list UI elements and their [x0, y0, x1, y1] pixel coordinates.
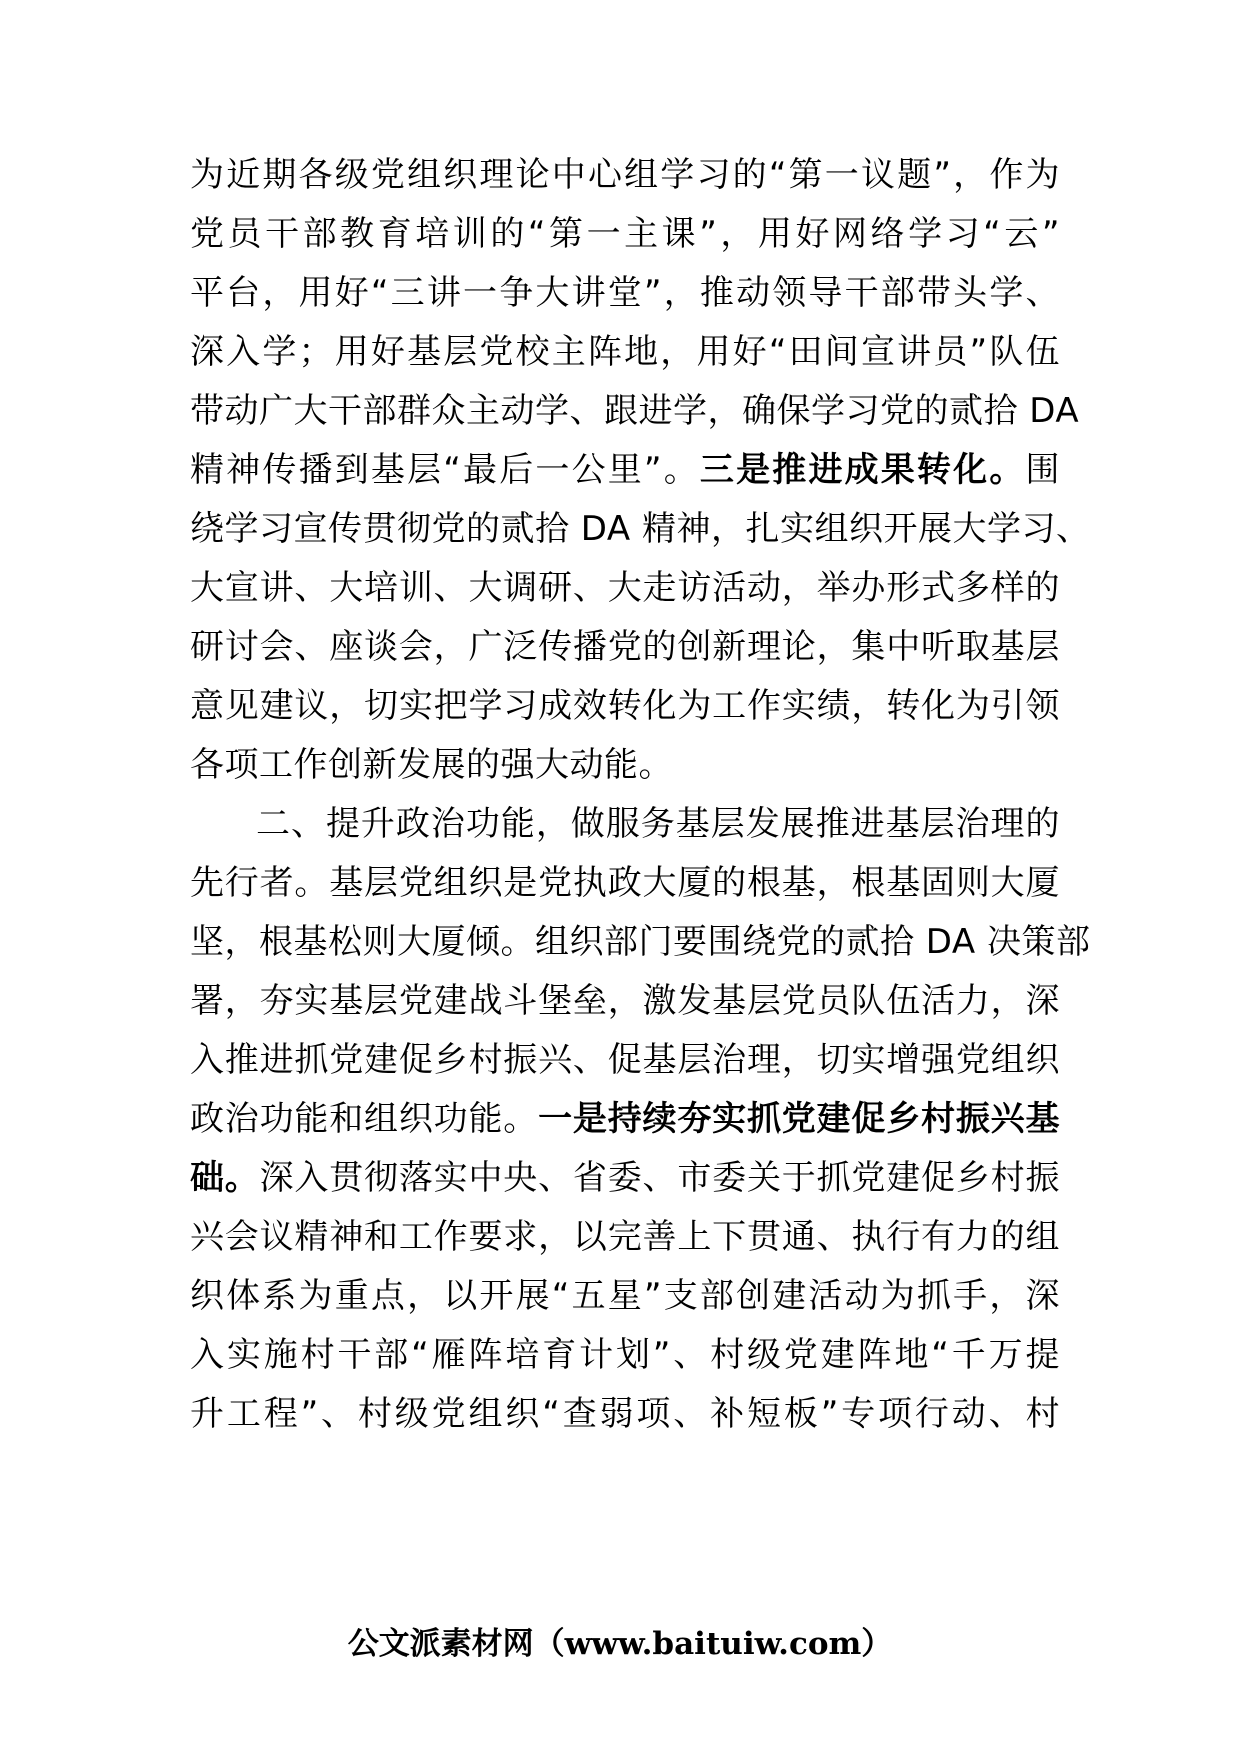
body-line-16: 入推进抓党建促乡村振兴、促基层治理，切实增强党组织	[190, 1040, 1060, 1080]
body-line-10: 意见建议，切实把学习成效转化为工作实绩，转化为引领	[190, 686, 1060, 726]
body-line-8: 大宣讲、大培训、大调研、大走访活动，举办形式多样的	[190, 568, 1060, 608]
body-line-13: 先行者。基层党组织是党执政大厦的根基，根基固则大厦	[190, 863, 1060, 903]
body-line-7: 绕学习宣传贯彻党的贰拾 DA 精神，扎实组织开展大学习、	[190, 509, 1091, 549]
body-line-15: 署，夯实基层党建战斗堡垒，激发基层党员队伍活力，深	[190, 981, 1060, 1021]
body-line-14: 坚，根基松则大厦倾。组织部门要围绕党的贰拾 DA 决策部	[190, 922, 1091, 962]
body-line-20: 织体系为重点，以开展“五星”支部创建活动为抓手，深	[190, 1276, 1060, 1316]
body-text-segment: 政治功能和组织功能。	[190, 1099, 539, 1139]
body-line-3: 平台，用好“三讲一争大讲堂”，推动领导干部带头学、	[190, 273, 1060, 313]
body-text-segment: 围	[1025, 450, 1061, 490]
body-line-9: 研讨会、座谈会，广泛传播党的创新理论，集中听取基层	[190, 627, 1060, 667]
body-line-6	[190, 450, 1060, 490]
body-line-17	[190, 1099, 1060, 1139]
section-heading-title: 二、提升政治功能	[256, 804, 536, 844]
body-line-2: 党员干部教育培训的“第一主课”，用好网络学习“云”	[190, 214, 1060, 254]
body-text-segment: 精神传播到基层“最后一公里”。	[190, 450, 700, 490]
body-line-18	[190, 1158, 1060, 1198]
body-line-22: 升工程”、村级党组织“查弱项、补短板”专项行动、村	[190, 1394, 1060, 1434]
section-heading-rest: ，做服务基层发展推进基层治理的	[535, 804, 1061, 844]
body-line-1: 为近期各级党组织理论中心组学习的“第一议题”，作为	[190, 155, 1060, 195]
bold-heading-three: 三是推进成果转化。	[699, 450, 1026, 490]
bold-heading-one-end: 础。	[190, 1158, 260, 1198]
body-line-5: 带动广大干部群众主动学、跟进学，确保学习党的贰拾 DA	[190, 391, 1080, 431]
body-line-4: 深入学；用好基层党校主阵地，用好“田间宣讲员”队伍	[190, 332, 1060, 372]
bold-heading-one: 一是持续夯实抓党建促乡村振兴基	[538, 1099, 1060, 1139]
section-heading-two	[256, 804, 1060, 844]
footer-watermark-text: 公文派素材网（www.baituiw.com）	[347, 1626, 893, 1662]
body-line-21: 入实施村干部“雁阵培育计划”、村级党建阵地“千万提	[190, 1335, 1060, 1375]
body-text-segment: 深入贯彻落实中央、省委、市委关于抓党建促乡村振	[259, 1158, 1060, 1198]
body-line-19: 兴会议精神和工作要求，以完善上下贯通、执行有力的组	[190, 1217, 1060, 1257]
body-line-11: 各项工作创新发展的强大动能。	[190, 745, 673, 785]
